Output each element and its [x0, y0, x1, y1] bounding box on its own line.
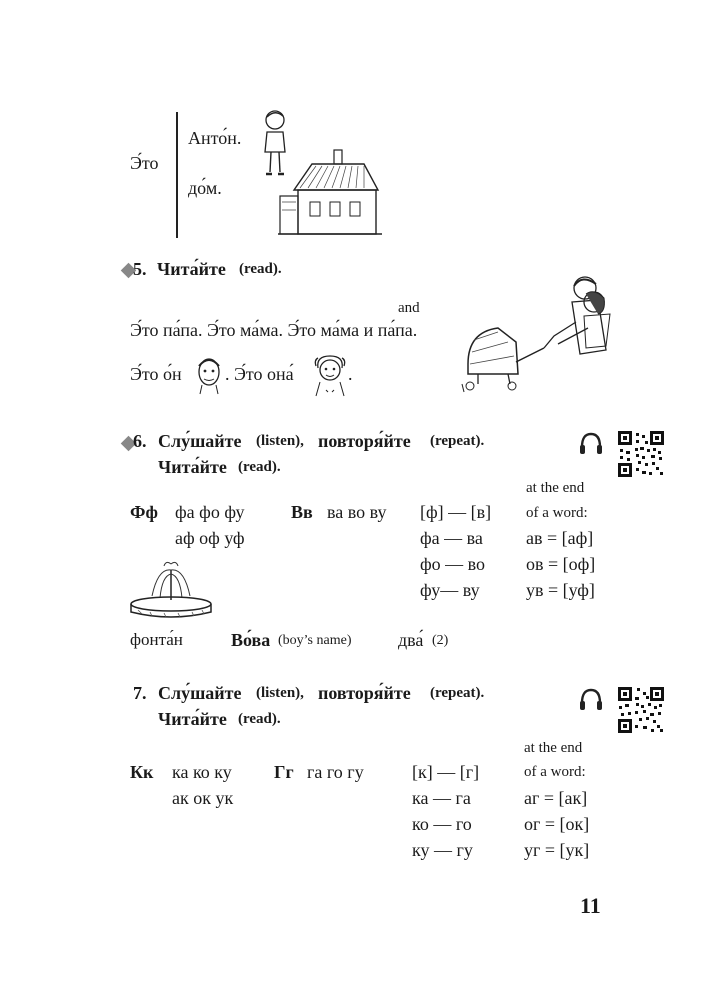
- headphones-icon[interactable]: [578, 687, 604, 713]
- ex7-syllables-k: ка ко ку: [172, 762, 232, 782]
- headphones-icon[interactable]: [578, 431, 604, 457]
- ex6-listen: Слу́шайте: [158, 431, 242, 451]
- ex5-line1: Э́то па́па. Э́то ма́ма. Э́то ма́ма и па́па.: [130, 320, 418, 340]
- ex6-rule: ув = [уф]: [526, 580, 595, 600]
- house-illustration: [278, 150, 382, 238]
- ex5-number: 5.: [133, 259, 147, 279]
- ex6-end-note-2: of a word:: [526, 505, 588, 521]
- ex6-rule: ав = [аф]: [526, 528, 594, 548]
- anton-word: Анто́н.: [188, 128, 242, 148]
- ex7-end-note-1: at the end: [524, 740, 583, 756]
- qr-code[interactable]: [618, 687, 664, 733]
- ex5-line2-ona: . Э́то она́: [225, 364, 294, 384]
- ex7-pair: ко — го: [412, 814, 472, 834]
- ex6-end-note-1: at the end: [526, 480, 585, 496]
- ex5-line2-end: .: [348, 364, 353, 384]
- ex5-title-note: (read).: [239, 261, 282, 277]
- ex7-end-note-2: of a word:: [524, 764, 586, 780]
- ex7-rule: аг = [ак]: [524, 788, 588, 808]
- ex6-pair: фа — ва: [420, 528, 483, 548]
- and-gloss: and: [398, 300, 420, 316]
- ex6-number: 6.: [133, 431, 147, 451]
- word-fontan: фонта́н: [130, 630, 183, 649]
- man-face-icon: [194, 354, 224, 394]
- ex6-pair: фу— ву: [420, 580, 480, 600]
- ex7-read-note: (read).: [238, 711, 281, 727]
- ex7-letter-g: Гг: [274, 762, 294, 782]
- ex6-rule: ов = [оф]: [526, 554, 596, 574]
- ex6-letter-f: Фф: [130, 502, 158, 522]
- ex7-pair: ку — гу: [412, 840, 473, 860]
- ex7-syllables-k2: ак ок ук: [172, 788, 234, 808]
- word-dva-note: (2): [432, 633, 449, 648]
- ex7-listen-note: (listen),: [256, 685, 304, 701]
- ex6-read: Чита́йте: [158, 457, 227, 477]
- eto-label: Э́то: [130, 153, 159, 173]
- fountain-illustration: [128, 560, 214, 620]
- ex5-line2-on: Э́то о́н: [130, 364, 182, 384]
- ex7-letter-k: Кк: [130, 762, 154, 782]
- ex6-syllables-v: ва во ву: [327, 502, 387, 522]
- woman-face-icon: [312, 352, 348, 396]
- ex6-syllables-f2: аф оф уф: [175, 528, 245, 548]
- ex6-read-note: (read).: [238, 459, 281, 475]
- ex7-repeat: повторя́йте: [318, 683, 411, 703]
- ex7-rule: уг = [ук]: [524, 840, 590, 860]
- ex7-pair: [к] — [г]: [412, 762, 480, 782]
- ex6-syllables-f: фа фо фу: [175, 502, 245, 522]
- ex7-rule: ог = [ок]: [524, 814, 590, 834]
- ex6-letter-v: Вв: [291, 502, 313, 522]
- word-vova: Во́ва: [231, 630, 271, 650]
- word-dva: два́: [398, 630, 424, 650]
- divider-line: [176, 112, 178, 238]
- ex7-repeat-note: (repeat).: [430, 685, 485, 701]
- ex6-pair: фо — во: [420, 554, 486, 574]
- dom-word: до́м.: [188, 178, 222, 198]
- ex6-pair: [ф] — [в]: [420, 502, 492, 522]
- ex6-listen-note: (listen),: [256, 433, 304, 449]
- ex6-repeat: повторя́йте: [318, 431, 411, 451]
- ex5-title: Чита́йте: [157, 259, 226, 279]
- parents-stroller-illustration: [458, 272, 618, 408]
- ex7-listen: Слу́шайте: [158, 683, 242, 703]
- word-vova-note: (boy’s name): [278, 633, 352, 648]
- qr-code[interactable]: [618, 431, 664, 477]
- ex7-read: Чита́йте: [158, 709, 227, 729]
- ex7-pair: ка — га: [412, 788, 471, 808]
- ex6-repeat-note: (repeat).: [430, 433, 485, 449]
- ex7-syllables-g: га го гу: [307, 762, 364, 782]
- page-number: 11: [580, 893, 601, 918]
- ex7-number: 7.: [133, 683, 147, 703]
